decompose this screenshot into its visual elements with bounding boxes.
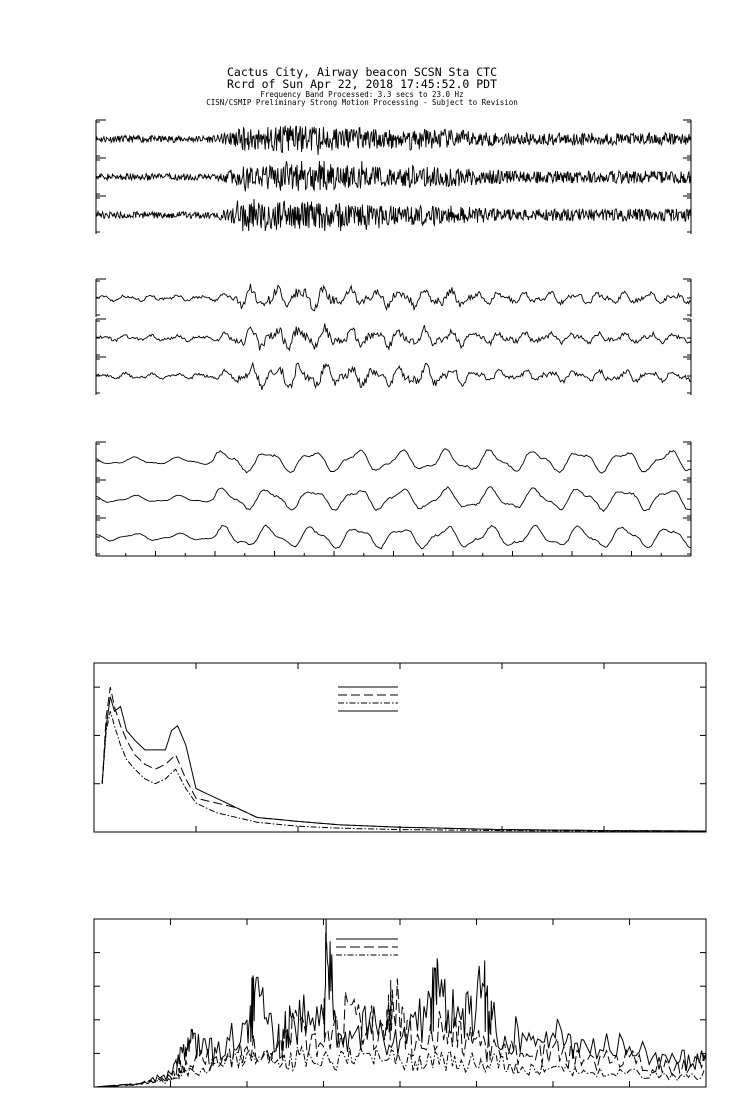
waveform-line	[96, 161, 691, 191]
channel-trace-1	[96, 279, 691, 317]
station-title: Cactus City, Airway beacon SCSN Sta CTC	[226, 65, 498, 79]
panel-displacement	[96, 442, 691, 556]
time-series-panels	[96, 120, 691, 556]
channel-trace-3	[96, 518, 691, 556]
waveform-line	[96, 487, 691, 512]
waveform-line	[96, 126, 691, 156]
channel-trace-2	[96, 480, 691, 518]
channel-trace-1	[96, 442, 691, 480]
plot-frame	[94, 663, 706, 832]
channel-trace-3	[96, 196, 691, 234]
waveform-line	[96, 363, 691, 390]
waveform-line	[96, 324, 691, 351]
waveform-line	[96, 525, 691, 549]
series-line-2	[102, 687, 706, 831]
waveform-line	[96, 199, 691, 231]
channel-trace-3	[96, 357, 691, 395]
channel-trace-2	[96, 319, 691, 357]
waveform-line	[96, 284, 691, 311]
record-time: Rcrd of Sun Apr 22, 2018 17:45:52.0 PDT	[226, 77, 498, 91]
panel-velocity	[96, 279, 691, 395]
series-line-3	[102, 711, 706, 831]
panel-acceleration	[96, 120, 691, 234]
waveform-line	[96, 449, 691, 473]
series-line-1	[102, 697, 706, 831]
processing-disclaimer: CISN/CSMIP Preliminary Strong Motion Processing - Subject to Revision	[206, 98, 518, 107]
channel-trace-1	[96, 120, 691, 158]
time-axis	[96, 551, 691, 556]
frequency-band: Frequency Band Processed: 3.3 secs to 23.0 Hz	[260, 90, 464, 99]
velocity-fourier-spectrum-chart	[94, 919, 706, 1087]
spectral-acceleration-chart	[94, 663, 706, 832]
channel-trace-2	[96, 158, 691, 196]
